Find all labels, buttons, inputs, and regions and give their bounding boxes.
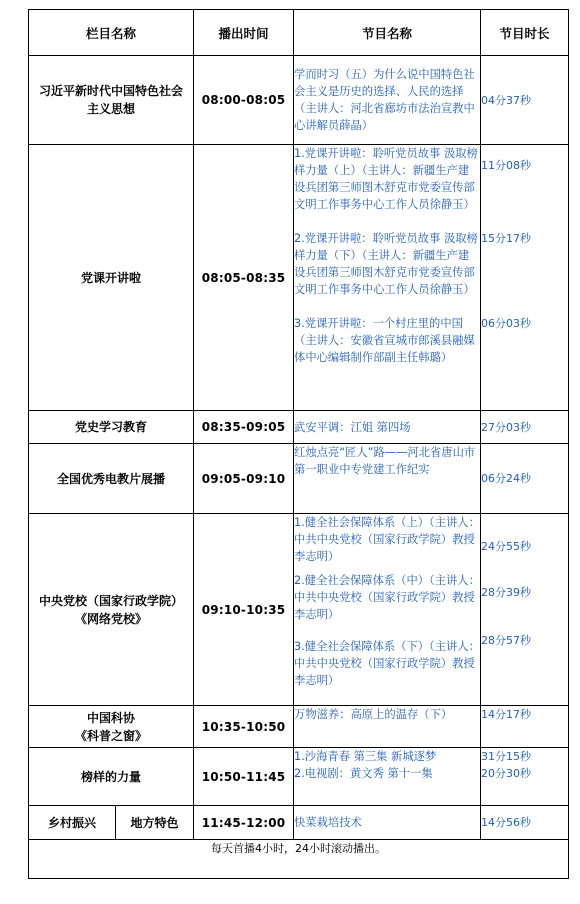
row-duration xyxy=(481,514,569,706)
row-air-time: 08:35-09:05 xyxy=(194,411,294,444)
row-duration: 14分17秒 xyxy=(481,706,569,748)
row-air-time: 08:00-08:05 xyxy=(194,56,294,145)
row-air-time: 10:50-11:45 xyxy=(194,748,294,806)
row-air-time: 09:10-10:35 xyxy=(194,514,294,706)
column-name-line: 中国科协 xyxy=(87,710,136,725)
footer-row xyxy=(29,840,569,879)
row-air-time: 11:45-12:00 xyxy=(194,806,294,840)
duration-item: 24分55秒 xyxy=(481,540,532,553)
row-program-name: 学而时习（五）为什么说中国特色社会主义是历史的选择、人民的选择（主讲人：河北省廊坊市法治宣教中心讲解员薛晶） xyxy=(294,56,481,145)
table-row xyxy=(29,706,569,748)
column-name-line: 《网络党校》 xyxy=(75,611,148,626)
row-duration: 14分56秒 xyxy=(481,806,569,840)
column-name-line: 《科普之窗》 xyxy=(75,728,148,743)
row-program-name: 武安平调：江姐 第四场 xyxy=(294,411,481,444)
table-row xyxy=(29,411,569,444)
table-row xyxy=(29,748,569,806)
header-air-time: 播出时间 xyxy=(194,10,294,56)
row-column-subname: 地方特色 xyxy=(116,806,194,840)
table-row xyxy=(29,56,569,145)
program-item: 2.党课开讲啦：聆听党员故事 汲取榜样力量（下）（主讲人：新疆生产建设兵团第三师图木舒克市党委宣传部文明工作事务中心工作人员徐静玉） xyxy=(294,232,478,296)
row-duration: 06分24秒 xyxy=(481,444,569,514)
program-item: 1.党课开讲啦：聆听党员故事 汲取榜样力量（上）（主讲人：新疆生产建设兵团第三师图木舒克市党委宣传部文明工作事务中心工作人员徐静玉） xyxy=(294,147,478,211)
table-row xyxy=(29,514,569,706)
row-column-name: 全国优秀电教片展播 xyxy=(29,444,194,514)
row-program-name: 万物滋养：高原上的温存（下） xyxy=(294,706,481,748)
column-name-line: 中央党校（国家行政学院） xyxy=(39,593,184,608)
row-column-name: 党课开讲啦 xyxy=(29,145,194,411)
row-duration: 27分03秒 xyxy=(481,411,569,444)
duration-item: 28分39秒 xyxy=(481,586,532,599)
row-air-time: 09:05-09:10 xyxy=(194,444,294,514)
duration-item: 15分17秒 xyxy=(481,232,532,245)
row-program-name: 红烛点亮“匠人”路——河北省唐山市第一职业中专党建工作纪实 xyxy=(294,444,481,514)
row-column-name: 乡村振兴 xyxy=(29,806,116,840)
table-row xyxy=(29,444,569,514)
row-program-name xyxy=(294,748,481,806)
header-column-name: 栏目名称 xyxy=(29,10,194,56)
table-row xyxy=(29,806,569,840)
row-air-time: 08:05-08:35 xyxy=(194,145,294,411)
duration-item: 31分15秒 xyxy=(481,750,532,763)
duration-item: 11分08秒 xyxy=(481,159,532,172)
duration-item: 06分03秒 xyxy=(481,317,532,330)
row-air-time: 10:35-10:50 xyxy=(194,706,294,748)
header-program-name: 节目名称 xyxy=(294,10,481,56)
row-program-name: 快菜栽培技术 xyxy=(294,806,481,840)
row-column-name: 党史学习教育 xyxy=(29,411,194,444)
row-column-name: 习近平新时代中国特色社会主义思想 xyxy=(29,56,194,145)
footer-note: 每天首播4小时，24小时滚动播出。 xyxy=(29,840,569,879)
row-duration xyxy=(481,748,569,806)
row-duration xyxy=(481,145,569,411)
duration-item: 28分57秒 xyxy=(481,634,532,647)
program-item: 3.党课开讲啦：一个村庄里的中国（主讲人：安徽省宣城市郎溪县融媒体中心编辑制作部副主任韩璐） xyxy=(294,317,475,364)
row-column-name xyxy=(29,514,194,706)
table-row xyxy=(29,145,569,411)
program-item: 1.沙海青春 第三集 新城逐梦 xyxy=(294,750,437,763)
program-item: 2.健全社会保障体系（中）（主讲人：中共中央党校（国家行政学院）教授 李志明） xyxy=(294,574,480,621)
row-duration: 04分37秒 xyxy=(481,56,569,145)
schedule-table xyxy=(28,9,569,879)
header-duration: 节目时长 xyxy=(481,10,569,56)
program-item: 1.健全社会保障体系（上）（主讲人：中共中央党校（国家行政学院）教授 李志明） xyxy=(294,516,480,563)
program-item: 2.电视剧：黄文秀 第十一集 xyxy=(294,767,433,780)
duration-item: 20分30秒 xyxy=(481,767,532,780)
program-item: 3.健全社会保障体系（下）（主讲人：中共中央党校（国家行政学院）教授 李志明） xyxy=(294,640,480,687)
row-program-name xyxy=(294,514,481,706)
header-row xyxy=(29,10,569,56)
row-column-name: 榜样的力量 xyxy=(29,748,194,806)
row-column-name xyxy=(29,706,194,748)
row-program-name xyxy=(294,145,481,411)
